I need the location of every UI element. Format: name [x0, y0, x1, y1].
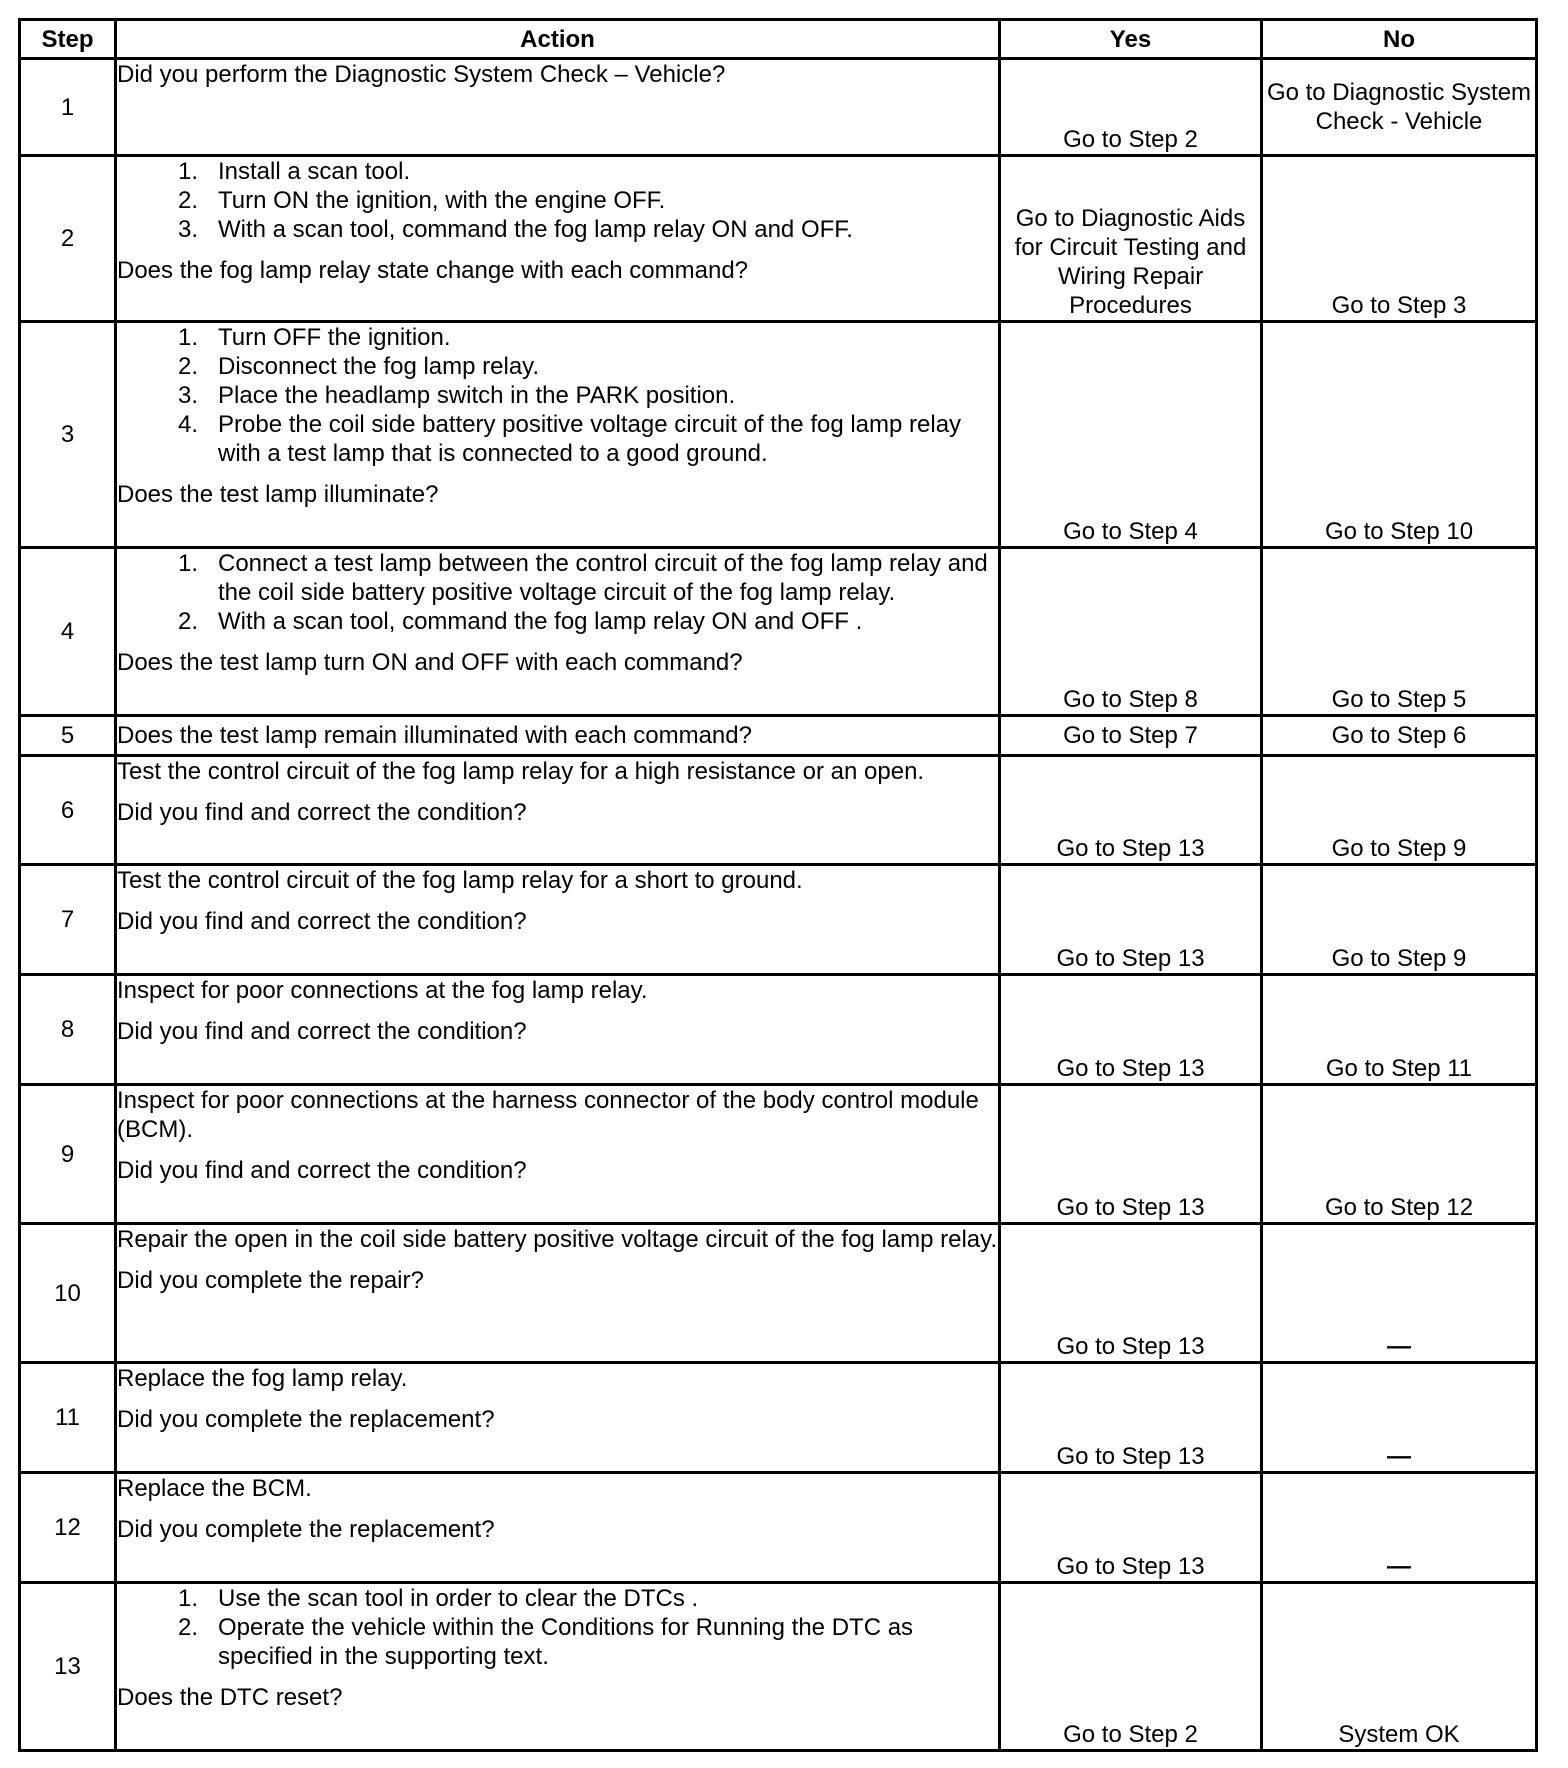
table-row — [18, 1225, 1538, 1364]
instruction-text: Inspect for poor connections at the fog lamp relay. — [117, 977, 648, 1004]
step-number: 4 — [18, 549, 117, 717]
list-item — [117, 323, 998, 352]
procedure-list — [117, 157, 998, 244]
step-number: 8 — [18, 976, 117, 1086]
step-number: 2 — [18, 157, 117, 323]
list-item — [117, 1584, 998, 1613]
table-row — [18, 323, 1538, 549]
action-cell — [117, 1086, 1001, 1225]
list-item-number: 1. — [177, 550, 198, 577]
instruction-text: Inspect for poor connections at the harness connector of the body control module (BCM). — [117, 1087, 979, 1143]
no-result: — — [1263, 1364, 1538, 1474]
question-text: Does the test lamp illuminate? — [117, 481, 439, 508]
list-item-number: 1. — [177, 158, 198, 185]
header-step: Step — [18, 18, 117, 60]
table-row — [18, 757, 1538, 866]
yes-result: Go to Step 13 — [1001, 866, 1263, 976]
question-text: Does the DTC reset? — [117, 1684, 343, 1711]
list-item-number: 2. — [177, 187, 198, 214]
list-item-number: 2. — [177, 608, 198, 635]
header-action: Action — [117, 18, 1001, 60]
instruction-text: Test the control circuit of the fog lamp relay for a short to ground. — [117, 867, 803, 894]
list-item-text: Connect a test lamp between the control circuit of the fog lamp relay and the coil side battery positive voltage circuit of the fog lamp relay. — [218, 550, 988, 606]
list-item-number: 1. — [177, 1585, 198, 1612]
list-item-text: Operate the vehicle within the Conditions for Running the DTC as specified in the supporting text. — [218, 1614, 914, 1670]
no-result: — — [1263, 1225, 1538, 1364]
question-text: Did you find and correct the condition? — [117, 1018, 527, 1045]
action-cell — [117, 60, 1001, 157]
no-result: Go to Step 9 — [1263, 866, 1538, 976]
list-item-number: 3. — [177, 216, 198, 243]
list-item — [117, 186, 998, 215]
question-text: Did you find and correct the condition? — [117, 908, 527, 935]
step-number: 9 — [18, 1086, 117, 1225]
table-row — [18, 60, 1538, 157]
table-row — [18, 1086, 1538, 1225]
list-item-text: With a scan tool, command the fog lamp relay ON and OFF . — [218, 608, 863, 635]
step-number: 1 — [18, 60, 117, 157]
list-item — [117, 607, 998, 636]
step-number: 3 — [18, 323, 117, 549]
question-text: Did you find and correct the condition? — [117, 1157, 527, 1184]
no-result: Go to Diagnostic System Check - Vehicle — [1263, 60, 1538, 157]
no-result: System OK — [1263, 1584, 1538, 1752]
action-cell — [117, 757, 1001, 866]
list-item — [117, 1613, 998, 1671]
list-item-text: With a scan tool, command the fog lamp relay ON and OFF. — [218, 216, 853, 243]
instruction-text: Replace the fog lamp relay. — [117, 1365, 408, 1392]
action-cell — [117, 717, 1001, 757]
action-cell — [117, 1474, 1001, 1584]
list-item-number: 2. — [177, 353, 198, 380]
no-result: — — [1263, 1474, 1538, 1584]
action-cell — [117, 323, 1001, 549]
table-row — [18, 549, 1538, 717]
procedure-list — [117, 323, 998, 468]
list-item-text: Turn OFF the ignition. — [218, 324, 451, 351]
table-row — [18, 717, 1538, 757]
header-yes: Yes — [1001, 18, 1263, 60]
yes-result: Go to Step 2 — [1001, 1584, 1263, 1752]
yes-result: Go to Step 2 — [1001, 60, 1263, 157]
action-cell — [117, 866, 1001, 976]
step-number: 7 — [18, 866, 117, 976]
step-number: 13 — [18, 1584, 117, 1752]
list-item-text: Turn ON the ignition, with the engine OFF. — [218, 187, 666, 214]
instruction-text: Replace the BCM. — [117, 1475, 312, 1502]
instruction-text: Test the control circuit of the fog lamp relay for a high resistance or an open. — [117, 758, 925, 785]
yes-result: Go to Step 13 — [1001, 1225, 1263, 1364]
table-row — [18, 157, 1538, 323]
table-row — [18, 1474, 1538, 1584]
action-cell — [117, 976, 1001, 1086]
yes-result: Go to Step 13 — [1001, 1364, 1263, 1474]
header-no: No — [1263, 18, 1538, 60]
table-body — [18, 60, 1538, 1752]
list-item-text: Place the headlamp switch in the PARK position. — [218, 382, 736, 409]
step-number: 6 — [18, 757, 117, 866]
list-item-number: 1. — [177, 324, 198, 351]
no-result: Go to Step 9 — [1263, 757, 1538, 866]
yes-result: Go to Diagnostic Aids for Circuit Testing and Wiring Repair Procedures — [1001, 157, 1263, 323]
list-item-text: Probe the coil side battery positive voltage circuit of the fog lamp relay with a test lamp that is connected to a good ground. — [218, 411, 962, 467]
question-text: Did you find and correct the condition? — [117, 799, 527, 826]
yes-result: Go to Step 13 — [1001, 976, 1263, 1086]
yes-result: Go to Step 13 — [1001, 757, 1263, 866]
list-item — [117, 157, 998, 186]
procedure-list — [117, 1584, 998, 1671]
step-number: 5 — [18, 717, 117, 757]
instruction-text: Repair the open in the coil side battery positive voltage circuit of the fog lamp relay. — [117, 1226, 998, 1253]
list-item — [117, 410, 998, 468]
step-number: 12 — [18, 1474, 117, 1584]
step-number: 10 — [18, 1225, 117, 1364]
yes-result: Go to Step 4 — [1001, 323, 1263, 549]
list-item — [117, 549, 998, 607]
table-row — [18, 1584, 1538, 1752]
list-item — [117, 215, 998, 244]
action-cell — [117, 549, 1001, 717]
list-item-text: Use the scan tool in order to clear the DTCs . — [218, 1585, 699, 1612]
question-text: Did you complete the replacement? — [117, 1406, 495, 1433]
list-item — [117, 352, 998, 381]
question-text: Did you complete the repair? — [117, 1267, 424, 1294]
action-cell — [117, 1364, 1001, 1474]
table-row — [18, 1364, 1538, 1474]
procedure-list — [117, 549, 998, 636]
question-text: Did you complete the replacement? — [117, 1516, 495, 1543]
list-item — [117, 381, 998, 410]
question-text: Does the test lamp remain illuminated with each command? — [117, 722, 752, 749]
list-item-text: Disconnect the fog lamp relay. — [218, 353, 540, 380]
table-row — [18, 976, 1538, 1086]
header-row — [18, 18, 1538, 60]
yes-result: Go to Step 13 — [1001, 1474, 1263, 1584]
table-row — [18, 866, 1538, 976]
no-result: Go to Step 11 — [1263, 976, 1538, 1086]
step-number: 11 — [18, 1364, 117, 1474]
no-result: Go to Step 12 — [1263, 1086, 1538, 1225]
no-result: Go to Step 3 — [1263, 157, 1538, 323]
no-result: Go to Step 10 — [1263, 323, 1538, 549]
no-result: Go to Step 6 — [1263, 717, 1538, 757]
list-item-number: 2. — [177, 1614, 198, 1641]
diagnostic-table — [18, 18, 1538, 1752]
list-item-number: 4. — [177, 411, 198, 438]
yes-result: Go to Step 8 — [1001, 549, 1263, 717]
list-item-number: 3. — [177, 382, 198, 409]
action-cell — [117, 1584, 1001, 1752]
yes-result: Go to Step 7 — [1001, 717, 1263, 757]
no-result: Go to Step 5 — [1263, 549, 1538, 717]
action-cell — [117, 157, 1001, 323]
action-cell — [117, 1225, 1001, 1364]
yes-result: Go to Step 13 — [1001, 1086, 1263, 1225]
question-text: Did you perform the Diagnostic System Check – Vehicle? — [117, 61, 726, 88]
question-text: Does the fog lamp relay state change with each command? — [117, 257, 749, 284]
list-item-text: Install a scan tool. — [218, 158, 411, 185]
question-text: Does the test lamp turn ON and OFF with each command? — [117, 649, 743, 676]
